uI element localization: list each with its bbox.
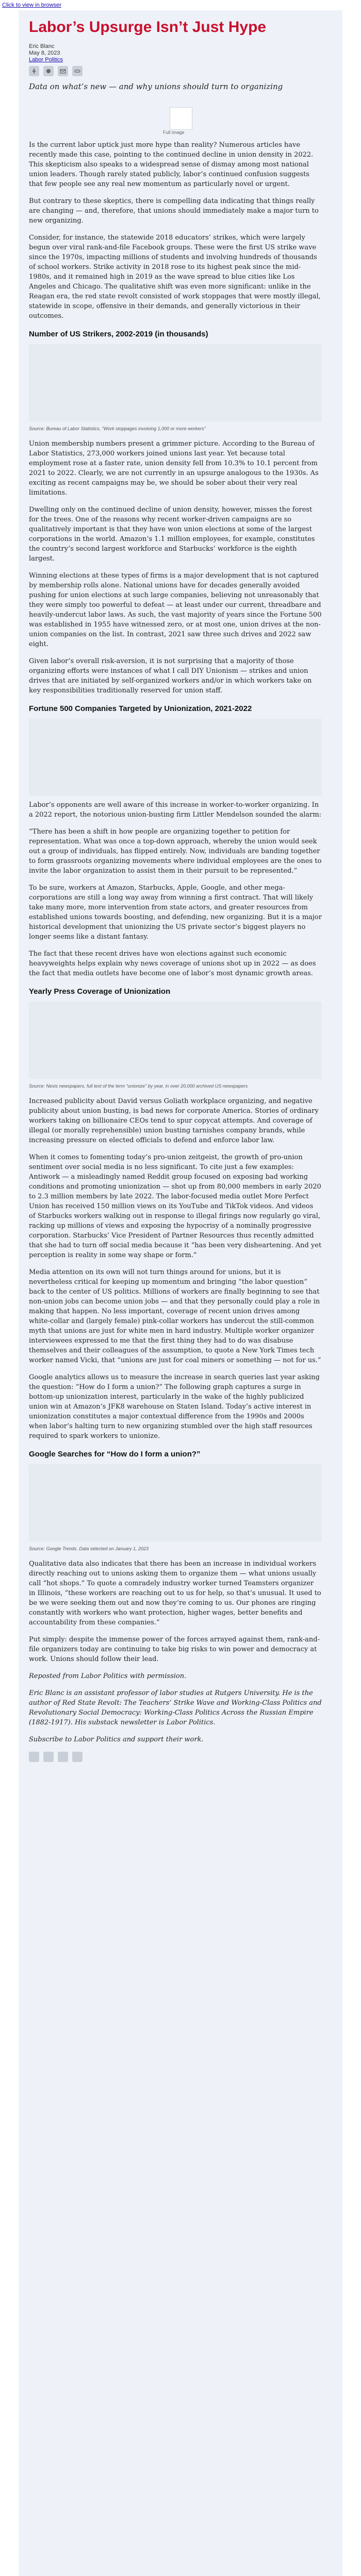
paragraph: Google analytics allows us to measure the increase in search queries last year asking the question: “How do I form a union?” The following graph captures a surge in bottom-up unionization interest, particularly in the wake of the highly publicized union win at Amazon’s JFK8 warehouse on Staten Island. Today’s active interest in unionization constitutes a major contextual difference from the 1990s and 2000s when labor’s halting turn to new organizing stumbled over the high staff resources required to spark workers to unionize.: [29, 1374, 320, 1440]
twitter-icon[interactable]: [43, 1752, 54, 1762]
paragraph: Given labor’s overall risk-aversion, it is not surprising that a majority of those organizing efforts were instances of what I call DIY Unionism — strikes and union drives that are initiated by self-organized workers and/or in which workers take on key responsibilities traditionally reserved for union staff.: [29, 657, 312, 694]
subscribe-line: Subscribe to Labor Politics and support their work.: [29, 1736, 204, 1743]
paragraph: Labor’s opponents are well aware of this increase in worker-to-worker organizing. In a 2022 report, the notorious union-busting firm Littler Mendelson sounded the alarm:: [29, 801, 322, 819]
author: Eric Blanc: [29, 43, 55, 49]
figure-source-note: Source: Bureau of Labor Statistics, “Work stoppages involving 1,000 or more workers”: [29, 426, 206, 431]
paragraph: Winning elections at these types of firms is a major development that is not captured by membership rolls alone. National unions have for decades generally avoided pushing for union elections at such large companies, believing not unreasonably that they were simply too powerful to defeat — at least under our current, threadbare and heavily-undercut labor laws. As such, the vast majority of years since the Fortune 500 was established in 1955 have witnessed zero, or at most one, union drives at the non-union companies on the list. In contrast, 2021 saw three such drives and 2022 saw eight.: [29, 572, 322, 648]
facebook-icon[interactable]: [29, 1752, 39, 1762]
section-heading: Number of US Strikers, 2002-2019 (in thousands): [29, 330, 208, 338]
paragraph: Media attention on its own will not turn things around for unions, but it is nevertheless critical for keeping up momentum and bringing “the labor question” back to the center of US politics. Millions of workers are finally beginning to see that non-union jobs can become union jobs — and that they personally could play a role in making that happen. No less important, coverage of recent union drives among white-collar and (largely female) pink-collar workers has undercut the still-common myth that unions are just for white men in hard industry. Multiple worker organizer interviewees expressed to me that the first thing they had to do was disabuse themselves and their colleagues of the assumption, to quote a New York Times tech worker named Vicki, that “unions are just for coal miners or something — not for us.”: [29, 1268, 321, 1364]
hero-image[interactable]: [170, 107, 192, 130]
section-heading: Yearly Press Coverage of Unionization: [29, 987, 171, 996]
publish-date: May 8, 2023: [29, 50, 60, 56]
author-bio: Eric Blanc is an assistant professor of labor studies at Rutgers University. He is the author of Red State Revolt: The Teachers’ Strike Wave and Working-Class Politics and Revolutionary Social Democracy: Working-Class Politics Across the Russian Empire (1882-1917). His substack newsletter is Labor Politics.: [29, 1689, 322, 1726]
facebook-icon[interactable]: [29, 66, 39, 76]
twitter-icon[interactable]: [43, 66, 54, 76]
newsletter-panel: [19, 10, 342, 2576]
paragraph: Consider, for instance, the statewide 2018 educators’ strikes, which were largely begun over viral rank-and-file Facebook groups. These were the first US strike wave since the 1970s, impacting millions of students and involving hundreds of thousands of school workers. Strike activity in 2018 rose to its highest peak since the mid-1980s, and it remained high in 2019 as the wave spread to blue cities like Los Angeles and Chicago. The qualitative shift was even more significant: unlike in the Reagan era, the red state revolt consisted of work stoppages that were mostly illegal, statewide in scope, offensive in their demands, and generally victorious in their outcomes.: [29, 234, 321, 320]
paragraph: The fact that these recent drives have won elections against such economic heavyweights helps explain why news coverage of unions shot up in 2022 — as does the fact that media outlets have become one of labor’s most dynamic growth areas.: [29, 950, 316, 977]
section-heading: Google Searches for “How do I form a union?”: [29, 1450, 201, 1459]
paragraph: Dwelling only on the continued decline of union density, however, misses the forest for the trees. One of the reasons why recent worker-driven campaigns are so qualitatively important is that they have won union elections at some of the largest corporations in the world. Amazon’s 1.1 million employees, for example, constitutes the country’s second largest workforce and Starbucks’ workforce is the eighth largest.: [29, 506, 315, 563]
paragraph: When it comes to fomenting today’s pro-union zeitgeist, the growth of pro-union sentiment over social media is no less significant. To cite just a few examples: Antiwork — a misleadingly named Reddit group focused on exposing bad working conditions and promoting unionization — shot up from 80,000 members in early 2020 to 2.3 million members by late 2022. The labor-focused media outlet More Perfect Union has received 150 million views on its YouTube and TikTok videos. And videos of Starbucks workers walking out in response to illegal firings now regularly go viral, racking up millions of views and exposing the hypocrisy of a nominally progressive corporation. Starbucks’ Vice President of Partner Resources thus recently admitted that she had to turn off social media because it “has been very disheartening. And yet perception is reality in some way shape or form.”: [29, 1154, 322, 1259]
share-bar-bottom: [29, 1752, 322, 1762]
email-icon[interactable]: [58, 1752, 68, 1762]
paragraph: But contrary to these skeptics, there is compelling data indicating that things really are changing — and, therefore, that unions should immediately make a major turn to new organizing.: [29, 197, 319, 225]
link-icon[interactable]: [72, 1752, 83, 1762]
paragraph: Qualitative data also indicates that there has been an increase in individual workers directly reaching out to unions asking them to organize them — what unions usually call “hot shops.” To quote a comradely industry worker turned Teamsters organizer in Illinois, “these workers are reaching out to us for help, so that’s unusual. It used to be we were seeking them out and now they’re coming to us. Our phones are ringing constantly with workers who want protection, higher wages, better benefits and accountability from these companies.”: [29, 1560, 321, 1626]
article-dek: Data on what’s new — and why unions should turn to organizing: [29, 82, 283, 91]
email-icon[interactable]: [58, 66, 68, 76]
paragraph: Increased publicity about David versus Goliath workplace organizing, and negative publicity about union busting, is bad news for corporate America. Stories of ordinary workers taking on billionaire CEOs tend to spur copycat attempts. And coverage of illegal (or morally reprehensible) union busting tarnishes company brands, while increasing pressure on elected officials to defend and enforce labor law.: [29, 1097, 319, 1144]
strikers-chart-image: [29, 344, 322, 421]
paragraph: To be sure, workers at Amazon, Starbucks, Apple, Google, and other mega-corporations are still a long way away from winning a first contract. That will likely take many more, more intervention from state actors, and greater resources from established unions towards boosting, and defending, new organizing. But it is a major historical development that unionizing the US private sector’s biggest players no longer seems like a distant fantasy.: [29, 884, 322, 941]
section-heading: Fortune 500 Companies Targeted by Unionization, 2021-2022: [29, 704, 252, 713]
article-body: [29, 140, 322, 1762]
hero-caption: Full image: [163, 130, 185, 135]
fortune500-chart-image: [29, 719, 322, 796]
view-in-browser-link[interactable]: Click to view in browser: [2, 2, 61, 8]
figure-source-note: Source: Google Trends. Data selected on January 1, 2023: [29, 1546, 149, 1551]
share-bar: [29, 66, 83, 76]
article-title: Labor’s Upsurge Isn’t Just Hype: [29, 19, 267, 36]
link-icon[interactable]: [72, 66, 83, 76]
press-coverage-chart-image: [29, 1002, 322, 1079]
figure-source-note: Source: Nexis newspapers, full text of the term “unionize” by year, in over 20,000 archived US newspapers: [29, 1083, 248, 1089]
block-quote: “There has been a shift in how people are organizing together to petition for representation. What was once a top-down approach, whereby the union would seek out a group of individuals, has flipped entirely. Now, individuals are banding together to form grassroots organizing movements where individual employees are the ones to invite the labor organization to assist them in their pursuit to be represented.”: [29, 828, 322, 875]
paragraph: Put simply: despite the immense power of the forces arrayed against them, rank-and-file organizers today are continuing to take big risks to win power and democracy at work. Unions should follow their lead.: [29, 1636, 320, 1663]
repost-note: Reposted from Labor Politics with permission.: [29, 1672, 187, 1680]
publication-link[interactable]: Labor Politics: [29, 57, 63, 63]
paragraph: Is the current labor uptick just more hype than reality? Numerous articles have recently made this case, pointing to the continued decline in union density in 2022. This skepticism also speaks to a widespread sense of dismay among most national union leaders. Though rarely stated publicly, labor’s continued confusion suggests that few people see any real new momentum as particularly novel or urgent.: [29, 141, 314, 188]
byline: [29, 43, 63, 63]
paragraph: Union membership numbers present a grimmer picture. According to the Bureau of Labor Statistics, 273,000 workers joined unions last year. Yet because total employment rose at a faster rate, union density fell from 10.3% to 10.1 percent from 2021 to 2022. Clearly, we are not currently in an upsurge analogous to the 1930s. As exciting as recent campaigns may be, we should be sober about their very real limitations.: [29, 440, 319, 497]
google-searches-chart-image: [29, 1464, 322, 1541]
